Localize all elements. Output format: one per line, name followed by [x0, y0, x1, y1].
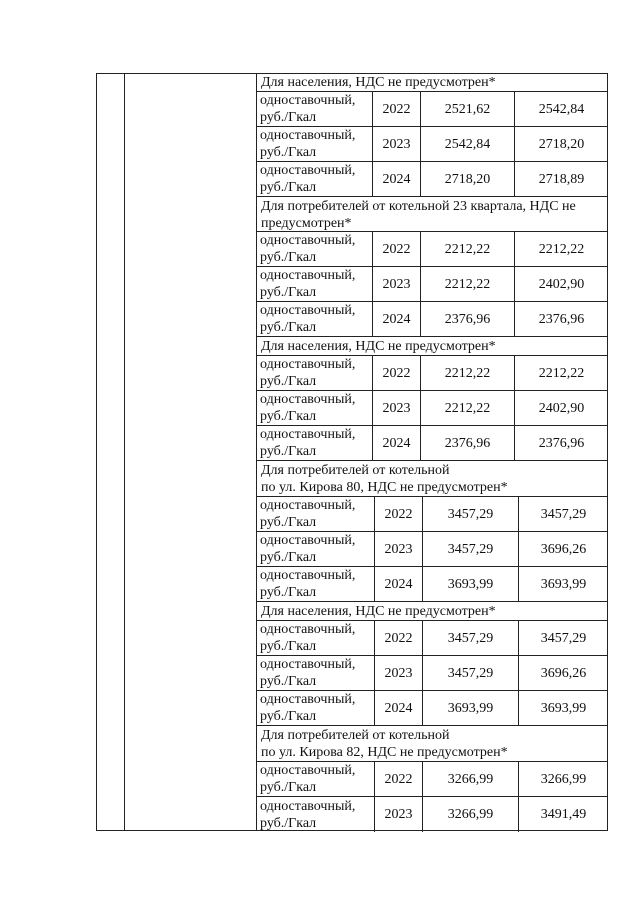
tariff-value-second-half: 2402,90 [538, 400, 585, 416]
tariff-value-second-half: 3693,99 [540, 700, 587, 716]
tariff-value-second-half: 3696,26 [540, 541, 587, 557]
table-row [257, 127, 608, 162]
tariff-year: 2024 [373, 426, 421, 460]
tariff-type: одноставочный, руб./Гкал [257, 391, 373, 425]
tariff-type: одноставочный, руб./Гкал [257, 797, 375, 832]
tariff-type: одноставочный, руб./Гкал [257, 532, 375, 566]
tariff-year: 2023 [375, 532, 423, 566]
tariff-year: 2024 [373, 302, 421, 336]
table-column-number [96, 73, 125, 831]
tariff-year: 2023 [375, 656, 423, 690]
tariff-value-second-half: 3491,49 [540, 807, 587, 822]
table-row [257, 762, 608, 797]
section-header-line: по ул. Кирова 82, НДС не предусмотрен* [261, 745, 508, 760]
tariff-year: 2023 [373, 267, 421, 301]
table-row [257, 497, 608, 532]
tariff-year: 2024 [373, 162, 421, 196]
tariff-type: одноставочный, руб./Гкал [257, 162, 373, 196]
tariff-year: 2022 [373, 356, 421, 390]
tariff-value-first-half: 2212,22 [421, 391, 515, 425]
tariff-value-second-half: 2376,96 [538, 311, 585, 327]
section-header [257, 602, 608, 621]
tariff-type: одноставочный, руб./Гкал [257, 656, 375, 690]
tariff-type: одноставочный, руб./Гкал [257, 621, 375, 655]
section-header [257, 726, 608, 762]
table-row [257, 391, 608, 426]
tariff-type: одноставочный, руб./Гкал [257, 497, 375, 531]
table-row [257, 567, 608, 602]
tariff-year: 2024 [375, 567, 423, 601]
tariff-value-second-half: 3693,99 [540, 576, 587, 592]
section-header-line: Для населения, НДС не предусмотрен* [261, 339, 496, 354]
section-header-line: Для потребителей от котельной [261, 728, 450, 743]
tariff-year: 2023 [373, 127, 421, 161]
tariff-value-first-half: 3266,99 [423, 797, 519, 832]
tariff-value-first-half: 3457,29 [423, 656, 519, 690]
tariff-value-first-half: 3457,29 [423, 497, 519, 531]
tariff-type: одноставочный, руб./Гкал [257, 127, 373, 161]
tariff-year: 2022 [373, 92, 421, 126]
tariff-type: одноставочный, руб./Гкал [257, 356, 373, 390]
section-header [257, 73, 608, 92]
tariff-value-second-half: 2718,89 [538, 171, 585, 187]
tariff-value-first-half: 2376,96 [421, 426, 515, 460]
table-row [257, 426, 608, 461]
tariff-type: одноставочный, руб./Гкал [257, 567, 375, 601]
tariff-value-first-half: 3266,99 [423, 762, 519, 796]
tariff-rows [257, 73, 608, 832]
table-row [257, 691, 608, 726]
tariff-value-first-half: 2718,20 [421, 162, 515, 196]
section-header-line: Для потребителей от котельной [261, 463, 450, 478]
tariff-value-second-half: 2542,84 [538, 101, 585, 117]
tariff-type: одноставочный, руб./Гкал [257, 426, 373, 460]
table-row [257, 621, 608, 656]
table-row [257, 162, 608, 197]
tariff-value-first-half: 3457,29 [423, 621, 519, 655]
tariff-type: одноставочный, руб./Гкал [257, 232, 373, 266]
table-row [257, 267, 608, 302]
section-header [257, 337, 608, 356]
tariff-year: 2022 [375, 762, 423, 796]
tariff-value-second-half: 2402,90 [538, 276, 585, 292]
tariff-value-second-half: 3457,29 [540, 506, 587, 522]
tariff-value-first-half: 2376,96 [421, 302, 515, 336]
tariff-year: 2023 [373, 391, 421, 425]
tariff-year: 2022 [375, 497, 423, 531]
tariff-type: одноставочный, руб./Гкал [257, 691, 375, 725]
tariff-value-second-half: 2718,20 [538, 136, 585, 152]
table-row [257, 232, 608, 267]
tariff-value-first-half: 2212,22 [421, 356, 515, 390]
tariff-year: 2024 [375, 691, 423, 725]
tariff-value-first-half: 2212,22 [421, 267, 515, 301]
tariff-value-second-half: 3696,26 [540, 665, 587, 681]
tariff-value-second-half: 2212,22 [538, 241, 585, 257]
table-column-organization [125, 73, 257, 831]
tariff-year: 2023 [375, 797, 423, 832]
tariff-value-first-half: 2212,22 [421, 232, 515, 266]
table-row [257, 302, 608, 337]
tariff-value-second-half: 2376,96 [538, 435, 585, 451]
tariff-type: одноставочный, руб./Гкал [257, 762, 375, 796]
tariff-value-first-half: 3693,99 [423, 691, 519, 725]
table-row [257, 92, 608, 127]
table-row [257, 356, 608, 391]
table-row [257, 656, 608, 691]
tariff-type: одноставочный, руб./Гкал [257, 302, 373, 336]
tariff-type: одноставочный, руб./Гкал [257, 267, 373, 301]
tariff-value-second-half: 2212,22 [538, 365, 585, 381]
tariff-value-first-half: 3693,99 [423, 567, 519, 601]
section-header-line: Для потребителей от котельной 23 квартала, НДС не предусмотрен* [261, 199, 576, 231]
section-header-line: Для населения, НДС не предусмотрен* [261, 75, 496, 90]
section-header [257, 461, 608, 497]
tariff-value-first-half: 2542,84 [421, 127, 515, 161]
section-header [257, 197, 608, 232]
tariff-year: 2022 [375, 621, 423, 655]
tariff-value-first-half: 2521,62 [421, 92, 515, 126]
table-row [257, 797, 608, 832]
table-row [257, 532, 608, 567]
tariff-value-second-half: 3457,29 [540, 630, 587, 646]
section-header-line: по ул. Кирова 80, НДС не предусмотрен* [261, 480, 508, 495]
tariff-value-second-half: 3266,99 [540, 771, 587, 787]
tariff-value-first-half: 3457,29 [423, 532, 519, 566]
section-header-line: Для населения, НДС не предусмотрен* [261, 604, 496, 619]
tariff-year: 2022 [373, 232, 421, 266]
tariff-type: одноставочный, руб./Гкал [257, 92, 373, 126]
